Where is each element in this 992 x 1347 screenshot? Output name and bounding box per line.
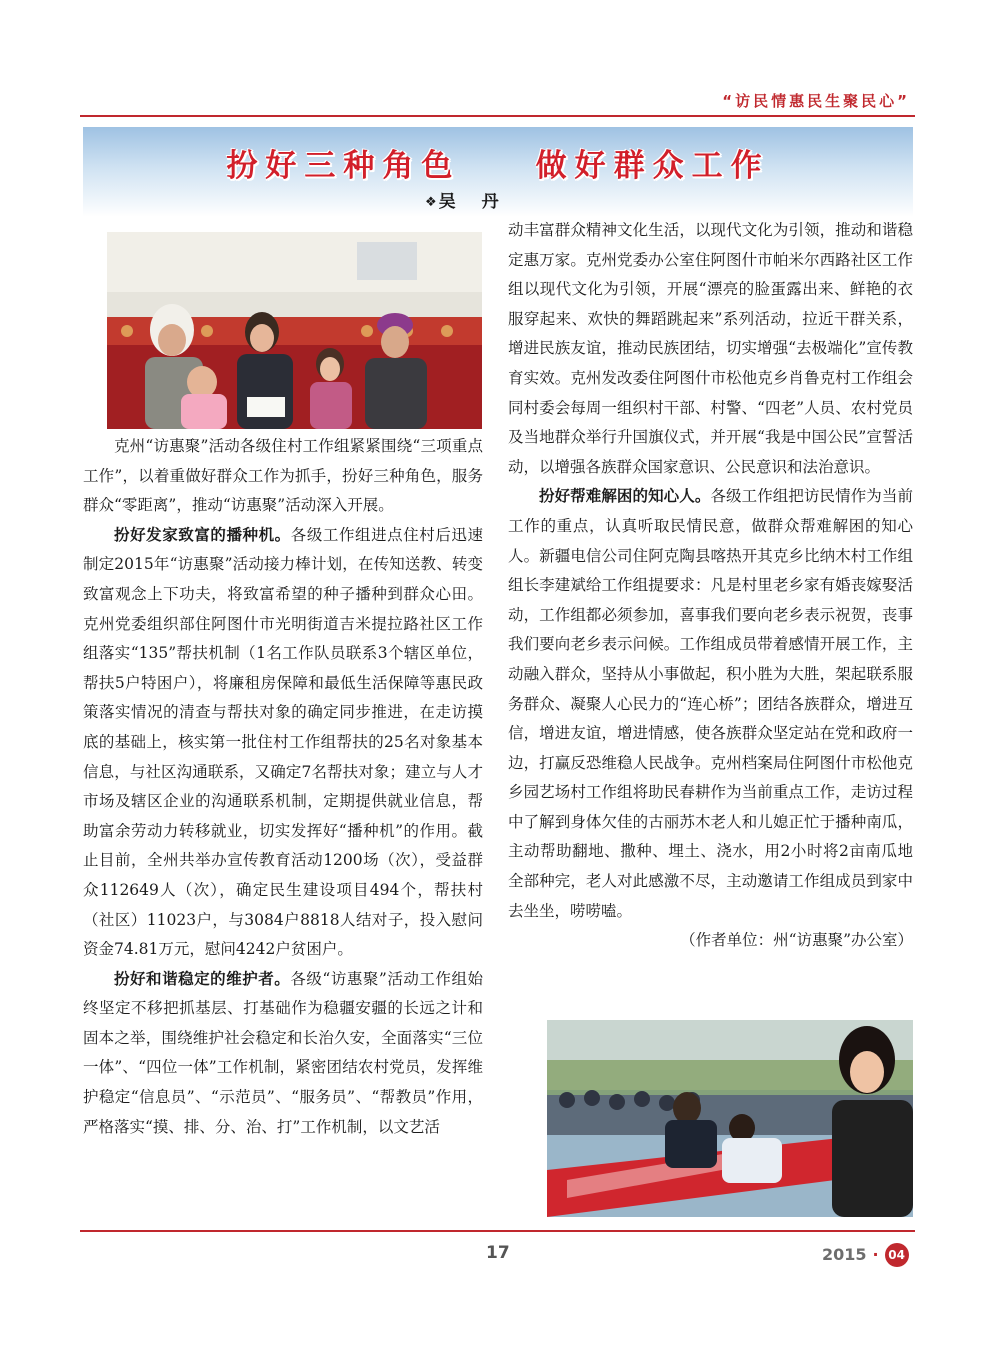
section1-heading: 扮好发家致富的播种机。 (114, 525, 291, 544)
section1-body: 各级工作组进点住村后迅速制定2015年“访惠聚”活动接力棒计划，在传知送教、转变致富观念上下功夫，将致富希望的种子播种到群众心田。克州党委组织部住阿图什市光明街道吉米提拉路社区工作组落实“135”帮扶机制（1名工作队员联系3个辖区单位，帮扶5户特困户），将廉租房保障和最低生活保障等惠民政策落实情况的清查与帮扶对象的确定同步推进，在走访摸底的基础上，核实第一批住村工作组帮扶的25名对象基本信息，与社区沟通联系，又确定7名帮扶对象；建立与人才市场及辖区企业的沟通联系机制，定期提供就业信息，帮助富余劳动力转移就业，切实发挥好“播种机”的作用。截止目前，全州共举办宣传教育活动1200场（次），受益群众112649人（次），确定民生建设项目494个，帮扶村（社区）11023户，与3084户8818人结对子，投入慰问资金74.81万元，慰问4242户贫困户。 (83, 525, 483, 959)
photo-family-visit-image (107, 232, 482, 429)
continuation-paragraph: 动丰富群众精神文化生活，以现代文化为引领，推动和谐稳定惠万家。克州党委办公室住阿图什市帕米尔西路社区工作组以现代文化为引领，开展“漂亮的脸蛋露出来、鲜艳的衣服穿起来、欢快的舞蹈跳起来”系列活动，拉近干群关系，增进民族友谊，推动民族团结，切实增强“去极端化”宣传教育实效。克州发改委住阿图什市松他克乡肖鲁克村工作组会同村委会每周一组织村干部、村警、“四老”人员、农村党员及当地群众举行升国旗仪式，并开展“我是中国公民”宣誓活动，以增强各族群众国家意识、公民意识和法治意识。 (508, 221, 913, 476)
photo-banner-signing (547, 1020, 913, 1217)
section3-heading: 扮好帮难解困的知心人。 (539, 487, 711, 506)
issue-label (822, 1243, 909, 1267)
section1-paragraph (83, 521, 483, 965)
issue-badge: 04 (885, 1243, 909, 1267)
section2-heading: 扮好和谐稳定的维护者。 (114, 969, 291, 988)
section3-paragraph (508, 482, 913, 926)
author-diamond-icon: ❖ (425, 195, 439, 210)
section2-paragraph (83, 965, 483, 1143)
author-affiliation: （作者单位：州“访惠聚”办公室） (680, 931, 913, 950)
right-column (508, 216, 913, 956)
section2-body: 各级“访惠聚”活动工作组始终坚定不移把抓基层、打基础作为稳疆安疆的长远之计和固本之举，围绕维护社会稳定和长治久安，全面落实“三位一体”、“四位一体”工作机制，紧密团结农村党员，发挥维护稳定“信息员”、“示范员”、“服务员”、“帮教员”作用，严格落实“摸、排、分、治、打”工作机制，以文艺活 (83, 969, 483, 1136)
section3-body: 各级工作组把访民情作为当前工作的重点，认真听取民情民意，做群众帮难解困的知心人。新疆电信公司住阿克陶县喀热开其克乡比纳木村工作组组长李建斌给工作组提要求：凡是村里老乡家有婚丧嫁娶活动，工作组都必须参加，喜事我们要向老乡表示祝贺，丧事我们要向老乡表示问候。工作组成员带着感情开展工作，主动融入群众，坚持从小事做起，积小胜为大胜，架起联系服务群众、凝聚人心民力的“连心桥”；团结各族群众，增进互信，增进友谊，增进情感，使各族群众坚定站在党和政府一边，打赢反恐维稳人民战争。克州档案局住阿图什市松他克乡园艺场村工作组将助民春耕作为当前重点工作，走访过程中了解到身体欠佳的古丽苏木老人和儿媳正忙于播种南瓜，主动帮助翻地、撒种、埋土、浇水，用2小时将2亩南瓜地全部种完，老人对此感激不尽，主动邀请工作组成员到家中去坐坐，唠唠嗑。 (508, 487, 913, 920)
issue-separator: · (872, 1245, 879, 1264)
article-title: 扮好三种角色 做好群众工作 (226, 148, 770, 184)
issue-year: 2015 (822, 1245, 867, 1264)
footer-rule (80, 1230, 915, 1232)
photo-banner-signing-image (547, 1020, 913, 1217)
author-name: 吴 丹 (438, 192, 509, 212)
left-column (83, 432, 483, 1142)
header-rule (80, 115, 915, 117)
intro-paragraph: 克州“访惠聚”活动各级住村工作组紧紧围绕“三项重点工作”，以着重做好群众工作为抓手，扮好三种角色，服务群众“零距离”，推动“访惠聚”活动深入开展。 (83, 437, 483, 515)
page-number: 17 (486, 1243, 510, 1263)
article-author (425, 187, 509, 212)
header-tagline: “访民情惠民生聚民心” (722, 92, 910, 110)
photo-family-visit (107, 232, 482, 429)
